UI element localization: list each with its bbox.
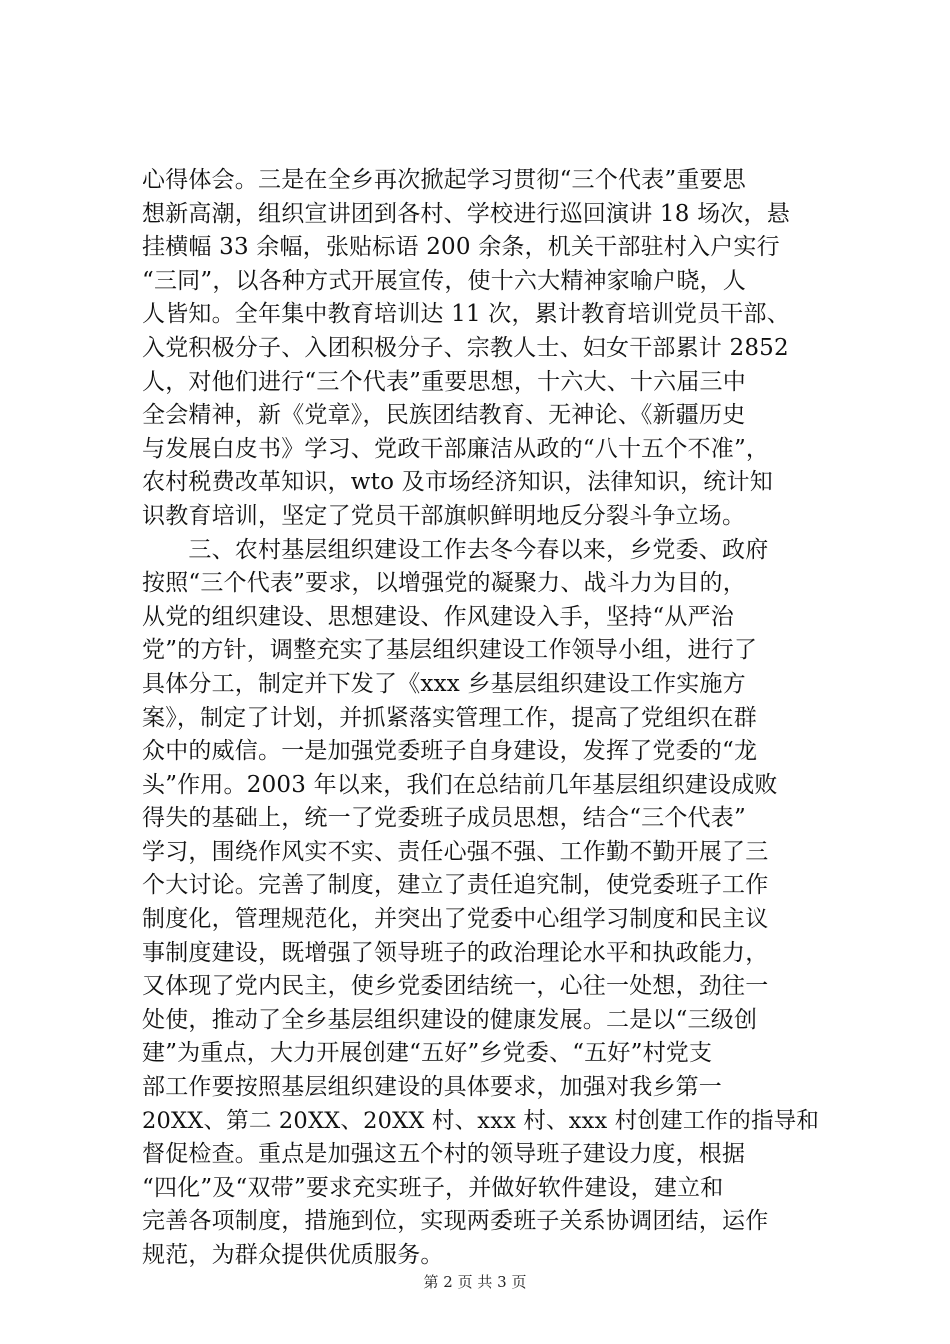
text-line: 挂横幅 33 余幅，张贴标语 200 余条，机关干部驻村入户实行: [142, 234, 780, 261]
text-line: 从党的组织建设、思想建设、作风建设入手，坚持“从严治: [142, 603, 734, 630]
text-line: 处使，推动了全乡基层组织建设的健康发展。二是以“三级创: [142, 1006, 758, 1033]
text-line: 学习，围绕作风实不实、责任心强不强、工作勤不勤开展了三: [142, 838, 769, 865]
text-line: 入党积极分子、入团积极分子、宗教人士、妇女干部累计 2852: [142, 334, 789, 361]
text-line: 部工作要按照基层组织建设的具体要求，加强对我乡第一: [142, 1074, 722, 1101]
text-line: 心得体会。三是在全乡再次掀起学习贯彻“三个代表”重要思: [142, 167, 746, 193]
text-line: 想新高潮，组织宣讲团到各村、学校进行巡回演讲 18 场次，悬: [142, 200, 790, 227]
text-line: 个大讨论。完善了制度，建立了责任追究制，使党委班子工作: [142, 872, 769, 899]
text-line: 人，对他们进行“三个代表”重要思想，十六大、十六届三中: [142, 368, 746, 395]
text-line: 20XX、第二 20XX、20XX 村、xxx 村、xxx 村创建工作的指导和: [142, 1107, 820, 1134]
text-line: 具体分工，制定并下发了《xxx 乡基层组织建设工作实施方: [142, 670, 746, 697]
text-line: 按照“三个代表”要求，以增强党的凝聚力、战斗力为目的，: [142, 570, 746, 597]
text-line: 三、农村基层组织建设工作去冬今春以来，乡党委、政府: [142, 536, 769, 563]
text-line: “三同”，以各种方式开展宣传，使十六大精神家喻户晓，人: [142, 267, 746, 294]
body-text: [142, 164, 832, 1273]
text-line: 制度化，管理规范化，并突出了党委中心组学习制度和民主议: [142, 906, 769, 933]
text-line: 案》，制定了计划，并抓紧落实管理工作，提高了党组织在群: [142, 704, 757, 731]
text-line: “四化”及“双带”要求充实班子，并做好软件建设，建立和: [142, 1174, 724, 1201]
text-line: 头”作用。2003 年以来，我们在总结前几年基层组织建设成败: [142, 771, 778, 798]
text-line: 事制度建设，既增强了领导班子的政治理论水平和执政能力，: [142, 939, 769, 966]
text-line: 众中的威信。一是加强党委班子自身建设，发挥了党委的“龙: [142, 738, 758, 765]
page-footer: 第 2 页 共 3 页: [423, 1273, 527, 1291]
text-line: 全会精神，新《党章》，民族团结教育、无神论、《新疆历史: [142, 402, 746, 429]
text-line: 党”的方针，调整充实了基层组织建设工作领导小组，进行了: [142, 637, 758, 664]
text-line: 与发展白皮书》学习、党政干部廉洁从政的“八十五个不准”，: [142, 435, 770, 462]
text-line: 完善各项制度，措施到位，实现两委班子关系协调团结，运作: [142, 1208, 769, 1235]
text-line: 人皆知。全年集中教育培训达 11 次，累计教育培训党员干部、: [142, 301, 790, 328]
text-line: 又体现了党内民主，使乡党委团结统一，心往一处想，劲往一: [142, 973, 769, 1000]
text-line: 规范，为群众提供优质服务。: [142, 1242, 444, 1268]
text-line: 得失的基础上，统一了党委班子成员思想，结合“三个代表”: [142, 805, 746, 832]
text-line: 建”为重点，大力开展创建“五好”乡党委、“五好”村党支: [142, 1040, 713, 1067]
text-line: 识教育培训，坚定了党员干部旗帜鲜明地反分裂斗争立场。: [142, 502, 746, 529]
text-line: 督促检查。重点是加强这五个村的领导班子建设力度，根据: [142, 1141, 746, 1168]
text-line: 农村税费改革知识，wto 及市场经济知识，法律知识，统计知: [142, 469, 773, 496]
